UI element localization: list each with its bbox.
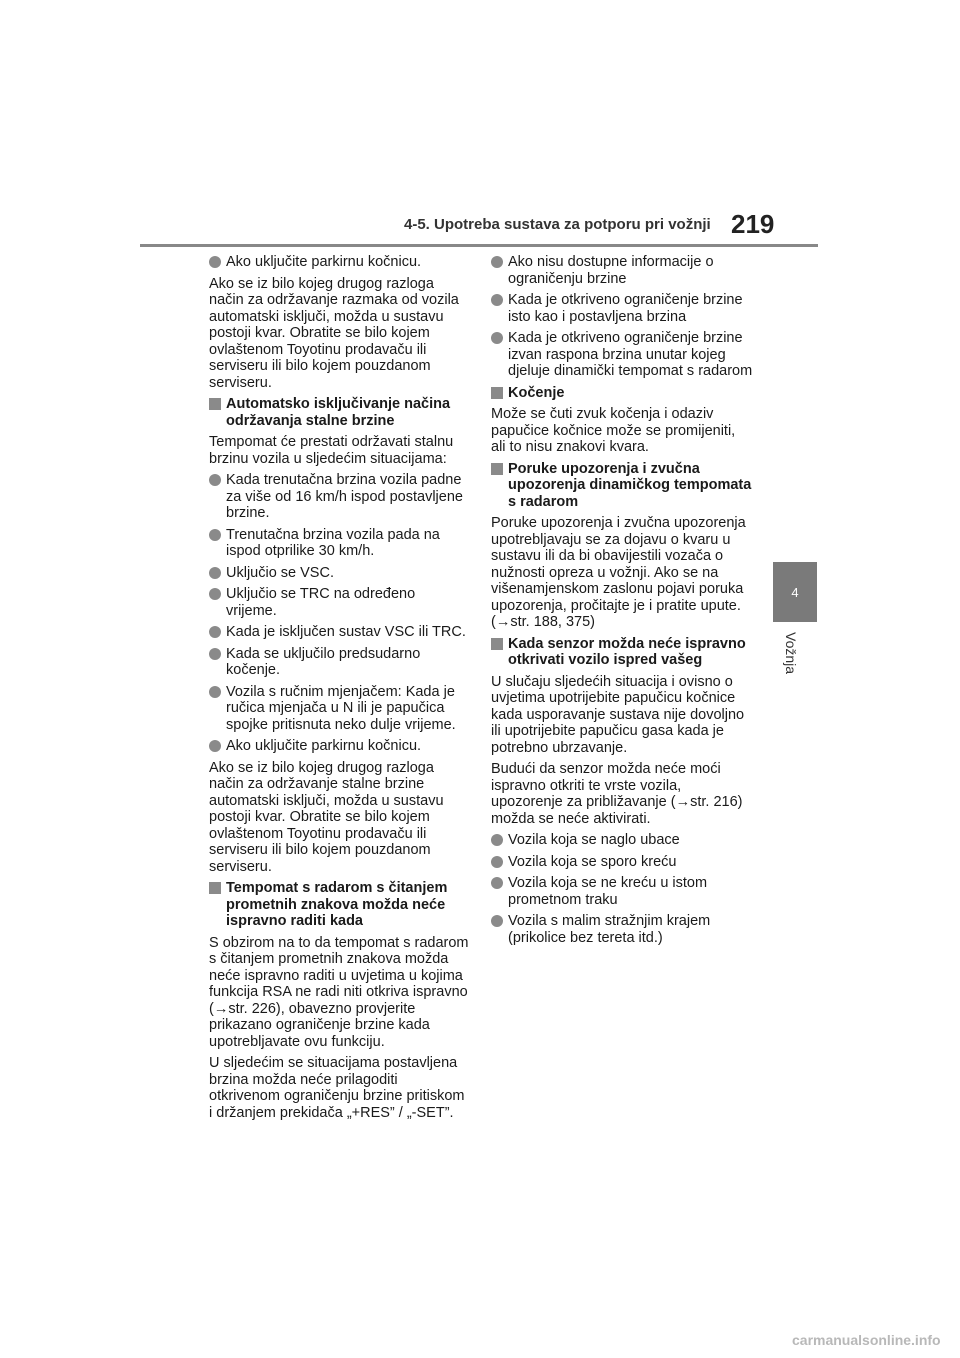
bullet-item bbox=[491, 854, 753, 871]
section-heading bbox=[491, 385, 753, 402]
bullet-circle-icon bbox=[209, 588, 221, 600]
section-heading-text: Tempomat s radarom s čitanjem prometnih znakova možda neće ispravno raditi kada bbox=[226, 880, 448, 929]
bullet-text: Uključio se VSC. bbox=[226, 564, 334, 581]
paragraph bbox=[209, 276, 469, 392]
square-marker-icon bbox=[209, 882, 221, 894]
bullet-circle-icon bbox=[209, 567, 221, 579]
bullet-circle-icon bbox=[491, 856, 503, 868]
section-heading-text: Poruke upozorenja i zvučna upozorenja dinamičkog tempomata s radarom bbox=[508, 460, 752, 510]
bullet-circle-icon bbox=[491, 915, 503, 927]
square-marker-icon bbox=[491, 463, 503, 475]
bullet-circle-icon bbox=[209, 626, 221, 638]
bullet-text: Vozila s malim stražnjim krajem (prikolice bez tereta itd.) bbox=[508, 913, 711, 946]
chapter-title: 4-5. Upotreba sustava za potporu pri vožnji bbox=[404, 216, 711, 233]
paragraph bbox=[491, 674, 753, 757]
section-heading-text: Kada senzor možda neće ispravno otkrivati vozilo ispred vašeg bbox=[508, 635, 746, 668]
bullet-text: Ako uključite parkirnu kočnicu. bbox=[226, 254, 422, 270]
paragraph bbox=[491, 515, 753, 631]
section-heading bbox=[209, 396, 469, 429]
chapter-tab-number: 4 bbox=[791, 584, 799, 600]
bullet-item bbox=[209, 472, 469, 522]
bullet-text: Trenutačna brzina vozila pada na ispod otprilike 30 km/h. bbox=[226, 526, 440, 559]
paragraph-text: Poruke upozorenja i zvučna upozorenja upotrebljavaju se za dojavu o kvaru u sustavu ili da bi obavijestili vozača o nužnosti opreza u vožnji. Ako se na višenamjenskom zaslonu pojavi poruka upozorenja, pročitajte je i pratite upute. (→str. 188, 375) bbox=[491, 515, 746, 630]
bullet-text: Ako uključite parkirnu kočnicu. bbox=[226, 738, 422, 754]
bullet-circle-icon bbox=[209, 474, 221, 486]
bullet-text: Vozila koja se naglo ubace bbox=[508, 832, 680, 848]
square-marker-icon bbox=[491, 638, 503, 650]
bullet-text: Vozila koja se ne kreću u istom prometnom traku bbox=[508, 875, 708, 908]
section-heading bbox=[491, 636, 753, 669]
paragraph-text: Ako se iz bilo kojeg drugog razloga način za održavanje razmaka od vozila automatski isključi, možda u sustavu postoji kvar. Obratite se bilo kojem ovlaštenom Toyotinu prodavaču ili serviseru ili bilo kojem pouzdanom serviseru. bbox=[209, 275, 459, 391]
paragraph bbox=[491, 761, 753, 827]
paragraph bbox=[209, 1055, 469, 1121]
bullet-item bbox=[491, 254, 753, 287]
section-heading bbox=[209, 880, 469, 930]
bullet-item bbox=[209, 586, 469, 619]
bullet-item bbox=[491, 330, 753, 380]
square-marker-icon bbox=[491, 387, 503, 399]
paragraph bbox=[209, 760, 469, 876]
bullet-text: Kada trenutačna brzina vozila padne za više od 16 km/h ispod postavljene brzine. bbox=[226, 472, 463, 521]
bullet-text: Kada se uključilo predsudarno kočenje. bbox=[226, 645, 421, 678]
bullet-text: Uključio se TRC na određeno vrijeme. bbox=[226, 586, 416, 619]
section-heading-text: Kočenje bbox=[508, 384, 565, 401]
paragraph bbox=[209, 434, 469, 467]
paragraph-text: Tempomat će prestati održavati stalnu brzinu vozila u sljedećim situacijama: bbox=[209, 434, 454, 467]
paragraph bbox=[491, 406, 753, 456]
bullet-item bbox=[491, 292, 753, 325]
paragraph-text: Može se čuti zvuk kočenja i odaziv papučice kočnice može se promijeniti, ali to nisu znakovi kvara. bbox=[491, 406, 736, 455]
bullet-circle-icon bbox=[491, 332, 503, 344]
bullet-item bbox=[209, 254, 469, 271]
chapter-tab-label: Vožnja bbox=[783, 632, 799, 675]
bullet-circle-icon bbox=[491, 294, 503, 306]
right-column bbox=[491, 254, 753, 951]
chapter-tab[interactable] bbox=[773, 562, 817, 622]
page-number: 219 bbox=[731, 209, 775, 239]
watermark: carmanualsonline.info bbox=[792, 1332, 941, 1348]
bullet-item bbox=[209, 527, 469, 560]
bullet-item bbox=[491, 875, 753, 908]
paragraph-text: U slučaju sljedećih situacija i ovisno o uvjetima upotrijebite papučicu kočnice kada usporavanje sustava nije dovoljno ili upotrijebite papučicu gasa kada je potrebno ubrzavanje. bbox=[491, 673, 745, 756]
bullet-text: Kada je otkriveno ograničenje brzine isto kao i postavljena brzina bbox=[508, 292, 743, 325]
bullet-text: Kada je otkriveno ograničenje brzine izvan raspona brzina unutar kojeg djeluje dinamički tempomat s radarom bbox=[508, 330, 753, 379]
bullet-item bbox=[491, 913, 753, 946]
paragraph-text: Ako se iz bilo kojeg drugog razloga način za održavanje stalne brzine automatski isključi, možda u sustavu postoji kvar. Obratite se bilo kojem ovlaštenom Toyotinu prodavaču ili serviseru ili bilo kojem pouzdanom serviseru. bbox=[209, 759, 444, 875]
bullet-circle-icon bbox=[209, 740, 221, 752]
bullet-circle-icon bbox=[491, 256, 503, 268]
bullet-text: Vozila s ručnim mjenjačem: Kada je ručica mjenjača u N ili je papučica spojke pritisnuta neko dulje vrijeme. bbox=[226, 683, 456, 733]
bullet-item bbox=[209, 684, 469, 734]
square-marker-icon bbox=[209, 398, 221, 410]
bullet-circle-icon bbox=[491, 877, 503, 889]
bullet-item bbox=[491, 832, 753, 849]
section-heading-text: Automatsko isključivanje načina održavanja stalne brzine bbox=[226, 396, 451, 429]
paragraph-text: Budući da senzor možda neće moći ispravno otkriti te vrste vozila, upozorenje za približavanje (→str. 216) možda se neće aktivirati. bbox=[491, 761, 743, 827]
paragraph bbox=[209, 935, 469, 1051]
bullet-text: Ako nisu dostupne informacije o ograničenju brzine bbox=[508, 254, 714, 287]
bullet-circle-icon bbox=[209, 529, 221, 541]
header-divider bbox=[140, 244, 818, 247]
bullet-circle-icon bbox=[209, 256, 221, 268]
bullet-item bbox=[209, 565, 469, 582]
bullet-text: Vozila koja se sporo kreću bbox=[508, 853, 677, 870]
bullet-item bbox=[209, 738, 469, 755]
bullet-circle-icon bbox=[491, 834, 503, 846]
bullet-item bbox=[209, 624, 469, 641]
paragraph-text: S obzirom na to da tempomat s radarom s čitanjem prometnih znakova možda neće ispravno raditi u uvjetima u kojima funkcija RSA ne radi niti otkriva ispravno (→str. 226), obavezno provjerite prikazano ograničenje brzine kada upotrebljavate ovu funkciju. bbox=[209, 934, 469, 1050]
section-heading bbox=[491, 461, 753, 511]
bullet-circle-icon bbox=[209, 686, 221, 698]
left-column bbox=[209, 254, 469, 1126]
bullet-circle-icon bbox=[209, 648, 221, 660]
bullet-text: Kada je isključen sustav VSC ili TRC. bbox=[226, 624, 466, 640]
paragraph-text: U sljedećim se situacijama postavljena brzina možda neće prilagoditi otkrivenom ograničenju brzine pritiskom i držanjem prekidača „+RES” / „-SET”. bbox=[209, 1055, 465, 1121]
bullet-item bbox=[209, 646, 469, 679]
